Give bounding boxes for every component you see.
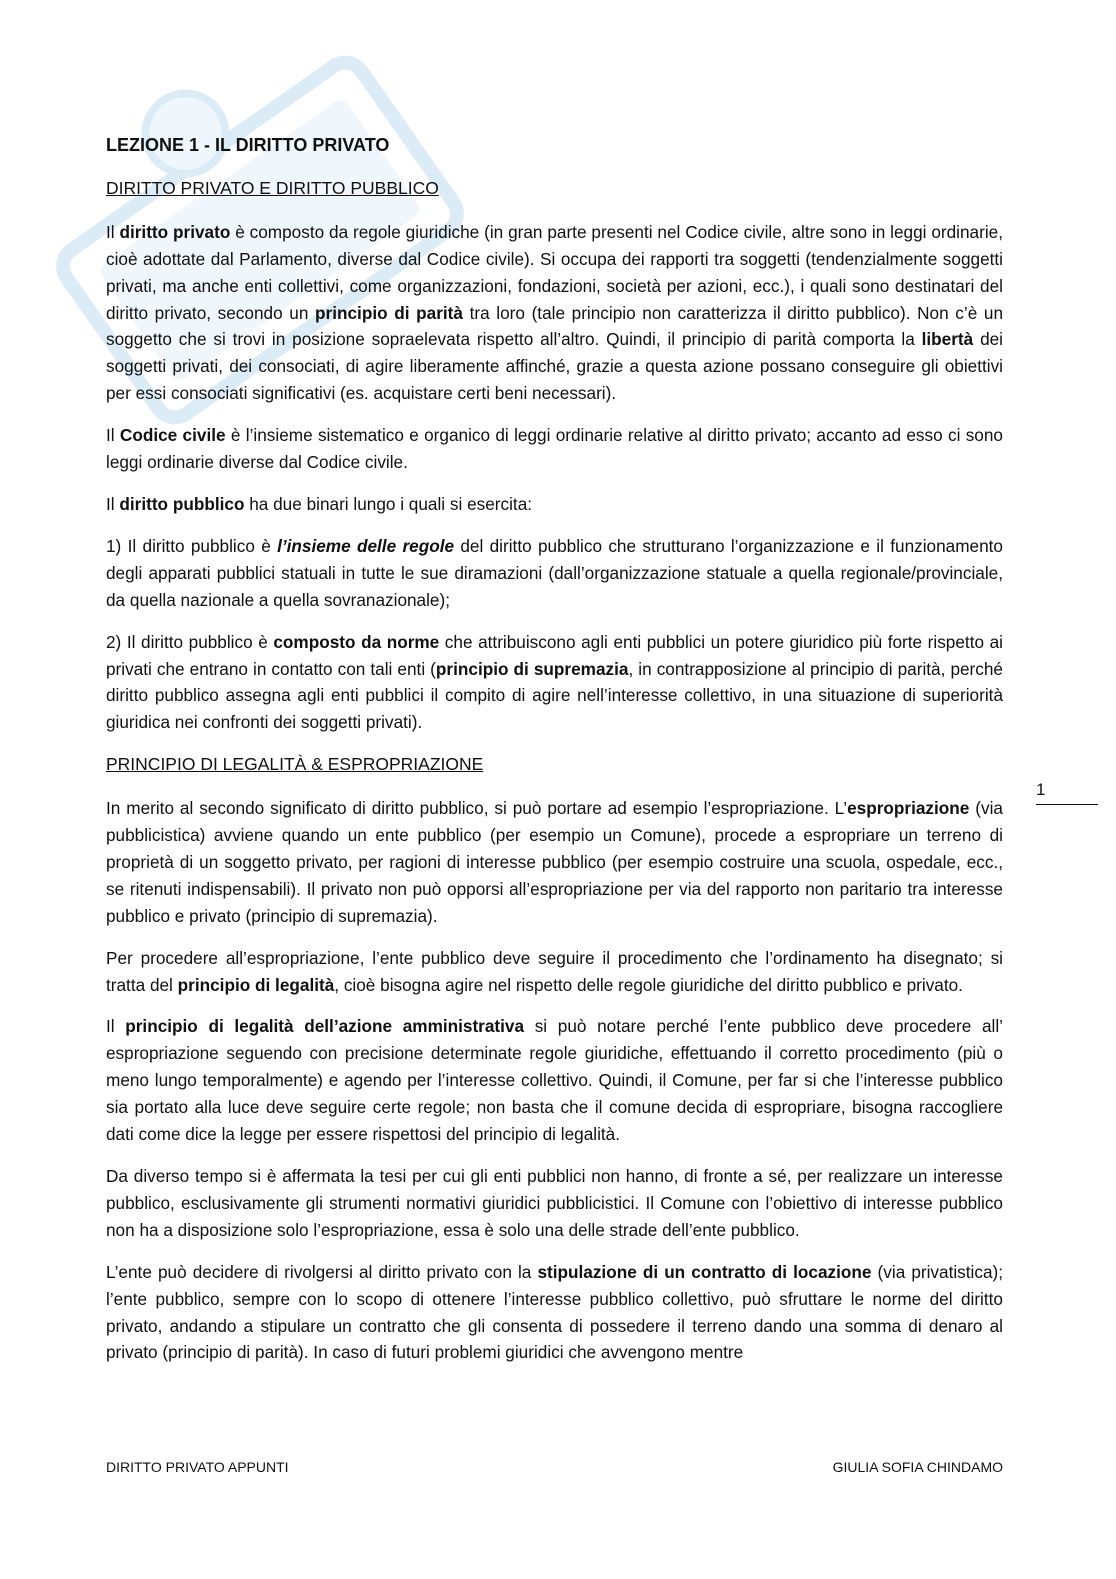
document-body bbox=[106, 132, 1003, 1381]
paragraph: Per procedere all’espropriazione, l’ente pubblico deve seguire il procedimento che l’ordinamento ha disegnato; si tratta del principio di legalità, cioè bisogna agire nel rispetto delle regole giuridiche del diritto pubblico e privato. bbox=[106, 947, 1003, 995]
section-heading-legalita-espropriazione: PRINCIPIO DI LEGALITÀ & ESPROPRIAZIONE bbox=[106, 754, 484, 775]
footer-left: DIRITTO PRIVATO APPUNTI bbox=[106, 1459, 289, 1475]
paragraph: In merito al secondo significato di diritto pubblico, si può portare ad esempio l’espropriazione. L’espropriazione (via pubblicistica) avviene quando un ente pubblico (per esempio un Comune), procede a espropriare un terreno di proprietà di un soggetto privato, per ragioni di interesse pubblico (per esempio costruire una scuola, ospedale, ecc., se ritenuti indispensabili). Il privato non può opporsi all’espropriazione per via del rapporto non paritario tra interesse pubblico e privato (principio di supremazia). bbox=[106, 798, 1003, 926]
paragraph: Il diritto privato è composto da regole giuridiche (in gran parte presenti nel Codice civile, altre sono in leggi ordinarie, cioè adottate dal Parlamento, diverse dal Codice civile). Si occupa dei rapporti tra soggetti (tendenzialmente soggetti privati, ma anche enti collettivi, come organizzazioni, fondazioni, società per azioni, ecc.), i quali sono destinatari del diritto privato, secondo un principio di parità tra loro (tale principio non caratterizza il diritto pubblico). Non c’è un soggetto che si trovi in posizione sopraelevata rispetto all’altro. Quindi, il principio di parità comporta la libertà dei soggetti privati, dei consociati, di agire liberamente affinché, grazie a questa azione possano conseguire gli obiettivi per essi consociati significativi (es. acquistare certi beni necessari). bbox=[106, 221, 1004, 404]
paragraph: Il Codice civile è l’insieme sistematico e organico di leggi ordinarie relative al diritto privato; accanto ad esso ci sono leggi ordinarie diverse dal Codice civile. bbox=[106, 425, 1003, 473]
paragraph: L’ente può decidere di rivolgersi al diritto privato con la stipulazione di un contratto di locazione (via privatistica); l’ente pubblico, sempre con lo scopo di ottenere l’interesse pubblico collettivo, può sfruttare le norme del diritto privato, andando a stipulare un contratto che gli consenta di possedere il terreno dando una somma di denaro al privato (principio di parità). In caso di futuri problemi giuridici che avvengono mentre bbox=[106, 1261, 1004, 1363]
paragraph: Il diritto pubblico ha due binari lungo i quali si esercita: bbox=[106, 493, 533, 514]
paragraph: 1) Il diritto pubblico è l’insieme delle regole del diritto pubblico che strutturano l’organizzazione e il funzionamento degli apparati pubblici statuali in tutte le sue diramazioni (dall’organizzazione statuale a quella regionale/provinciale, da quella nazionale a quella sovranazionale); bbox=[106, 535, 1003, 610]
paragraph: Il principio di legalità dell’azione amministrativa si può notare perché l’ente pubblico deve procedere all’ espropriazione seguendo con precisione determinate regole giuridiche, effettuando il corretto procedimento (più o meno lungo temporalmente) e agendo per l’interesse collettivo. Quindi, il Comune, per far si che l’interesse pubblico sia portato alla luce deve seguire certe regole; non basta che il comune decida di espropriare, bisogna raccogliere dati come dice la legge per essere rispettosi del principio di legalità. bbox=[106, 1016, 1003, 1145]
page-number: 1 bbox=[1036, 780, 1098, 805]
section-heading-diritto-privato-pubblico: DIRITTO PRIVATO E DIRITTO PUBBLICO bbox=[106, 177, 439, 198]
page-title: LEZIONE 1 - IL DIRITTO PRIVATO bbox=[106, 135, 390, 155]
paragraph: 2) Il diritto pubblico è composto da norme che attribuiscono agli enti pubblici un potere giuridico più forte rispetto ai privati che entrano in contatto con tali enti (principio di supremazia, in contrapposizione al principio di parità, perché diritto pubblico assegna agli enti pubblici il compito di agire nell’interesse collettivo, in una situazione di superiorità giuridica nei confronti dei soggetti privati). bbox=[106, 631, 1003, 733]
footer-right: GIULIA SOFIA CHINDAMO bbox=[832, 1459, 1003, 1475]
paragraph: Da diverso tempo si è affermata la tesi per cui gli enti pubblici non hanno, di fronte a sé, per realizzare un interesse pubblico, esclusivamente gli strumenti normativi giuridici pubblicistici. Il Comune con l’obiettivo di interesse pubblico non ha a disposizione solo l’espropriazione, essa è solo una delle strade dell’ente pubblico. bbox=[106, 1166, 1003, 1240]
